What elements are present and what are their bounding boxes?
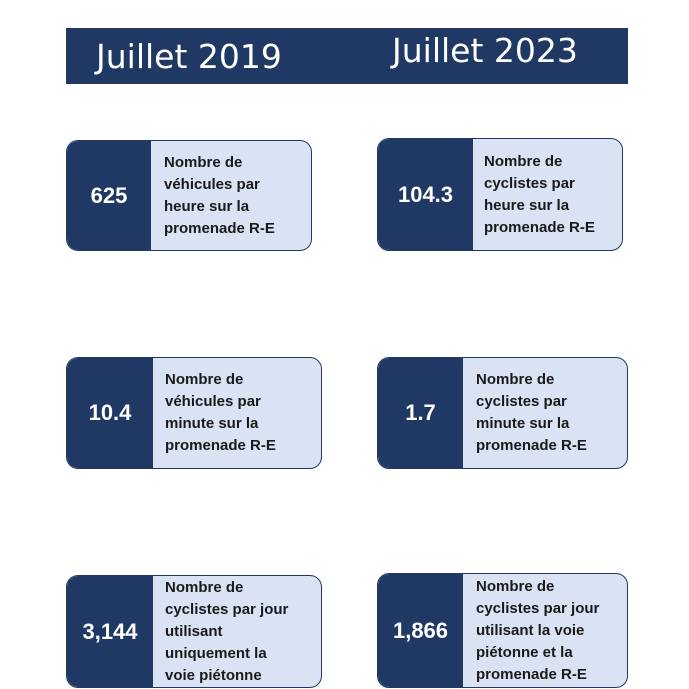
stat-label	[476, 358, 621, 468]
stat-label-line: promenade R-E	[164, 219, 275, 237]
stat-label-line: véhicules par	[165, 393, 261, 410]
stat-label-line: promenade R-E	[476, 665, 587, 683]
stat-value: 10.4	[67, 358, 153, 468]
stat-label-line: uniquement la	[165, 644, 267, 662]
stat-value: 104.3	[378, 139, 473, 250]
stat-label-line: heure sur la	[484, 196, 570, 214]
stat-label-line: minute sur la	[476, 415, 570, 432]
stat-value: 1.7	[378, 358, 463, 468]
stat-card-cyclists-per-day-pedestrian	[66, 575, 322, 688]
stat-value: 625	[67, 141, 151, 250]
stat-card-cyclists-per-minute	[377, 357, 628, 469]
stat-label	[165, 358, 315, 468]
header-bar	[66, 28, 628, 84]
stat-label	[164, 141, 305, 250]
stat-label-line: Nombre de	[476, 577, 555, 595]
stat-label-line: Nombre de	[164, 153, 243, 171]
stat-label	[476, 574, 621, 687]
stat-label-line: Nombre de	[165, 578, 244, 596]
stat-card-vehicles-per-hour	[66, 140, 312, 251]
header-title-2023: Juillet 2023	[392, 31, 578, 70]
stat-label-line: piétonne et la	[476, 643, 573, 661]
stat-value: 1,866	[378, 574, 463, 687]
stat-label-line: cyclistes par	[484, 174, 575, 192]
stat-label-line: cyclistes par jour	[165, 600, 289, 618]
stat-label-line: Nombre de	[476, 371, 555, 388]
stat-label-line: voie piétonne	[165, 666, 262, 684]
header-title-2019: Juillet 2019	[96, 37, 282, 76]
stat-label-line: promenade R-E	[165, 437, 276, 454]
stat-card-cyclists-per-hour	[377, 138, 623, 251]
stat-card-vehicles-per-minute	[66, 357, 322, 469]
stat-label-line: heure sur la	[164, 197, 250, 215]
stat-label-line: Nombre de	[165, 371, 244, 388]
stat-label-line: promenade R-E	[476, 437, 587, 454]
stat-label	[165, 576, 315, 687]
stat-label-line: cyclistes par	[476, 393, 567, 410]
stat-label-line: cyclistes par jour	[476, 599, 600, 617]
stat-label-line: utilisant la voie	[476, 621, 585, 639]
stat-label	[484, 139, 616, 250]
stat-value: 3,144	[67, 576, 153, 687]
stat-label-line: véhicules par	[164, 175, 260, 193]
stat-label-line: promenade R-E	[484, 218, 595, 236]
stat-label-line: Nombre de	[484, 152, 563, 170]
stat-card-cyclists-per-day-both	[377, 573, 628, 688]
stat-label-line: utilisant	[165, 622, 223, 640]
stat-label-line: minute sur la	[165, 415, 259, 432]
